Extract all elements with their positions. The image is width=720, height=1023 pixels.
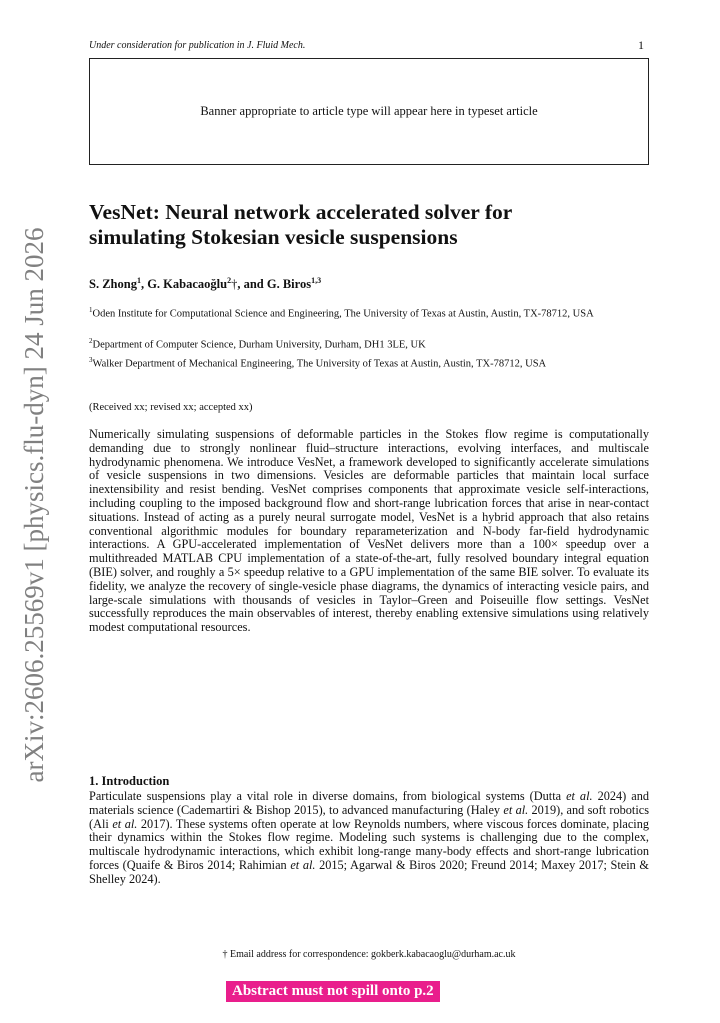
correspondence-mark: † [231,277,238,292]
received-dates: (Received xx; revised xx; accepted xx) [89,402,253,413]
author-name: and G. Biros [243,277,312,292]
page-number: 1 [638,38,644,52]
intro-text: 2015; Agarwal & Biros 2020; Freund 2014; Maxey 2017; Stein & Shelley 2024). [89,857,649,886]
author-name: G. Kabacaoğlu [147,277,228,292]
affiliation-sup: 3 [89,356,93,364]
title-line-1: VesNet: Neural network accelerated solver for [89,200,513,224]
affiliation-text: Walker Department of Mechanical Engineering, The University of Texas at Austin, Austin, TX-78712, USA [92,358,547,370]
correspondence-footnote: † Email address for correspondence: gokberk.kabacaoglu@durham.ac.uk [222,949,516,960]
introduction-paragraph [89,790,649,887]
affiliation [89,354,649,371]
journal-header: Under consideration for publication in J. Fluid Mech. [89,40,306,51]
banner-text: Banner appropriate to article type will appear here in typeset article [200,104,538,118]
author-sup: 1 [136,276,141,285]
author-list: S. Zhong$^1$, G. Kabacaoğlu$^2$†, and G. Biros$^{1,3}$ [89,276,322,292]
title-line-2: simulating Stokesian vesicle suspensions [89,225,458,249]
intro-etal: et al. [566,789,593,803]
intro-etal: et al. [290,857,316,872]
affiliation [89,304,649,321]
author-name: S. Zhong [89,277,137,292]
affiliation-sup: 1 [89,306,93,314]
section-heading: 1. Introduction [89,774,170,788]
abstract: Numerically simulating suspensions of deformable particles in the Stokes flow regime is computationally demanding due to strongly nonlinear fluid–structure interactions, evolving interfaces, and multiscale hydrodynamic phenomena. We introduce VesNet, a framework developed to significantly accelerate simulations of vesicle suspensions in two dimensions. Vesicles are deformable particles that maintain local surface inextensibility and resist bending. VesNet comprises components that approximate vesicle self-interactions, including coupling to the imposed background flow and short-range lubrication forces that arise in near-contact situations. Instead of acting as a purely neural surrogate model, VesNet is a hybrid approach that also retains conventional algorithmic modules for boundary reparameterization and N-body far-field hydrodynamic interactions. A GPU-accelerated implementation of VesNet delivers more than a 100× speedup over a multithreaded MATLAB CPU implementation of a state-of-the-art, fully resolved boundary integral equation (BIE) solver, and roughly a 5× speedup relative to a GPU implementation of the same BIE solver. To evaluate its fidelity, we analyze the recovery of single-vesicle phase diagrams, the dynamics of interacting vesicle pairs, and large-scale simulations with thousands of vesicles in Taylor–Green and Poiseuille flow settings. VesNet successfully reproduces the main observables of interest, thereby enabling extensive simulations using relatively modest computational resources. [89,427,649,635]
paper-title [89,200,649,250]
affiliation-text: Oden Institute for Computational Science and Engineering, The University of Texas at Austin, Austin, TX-78712, USA [92,308,594,320]
arxiv-identifier: arXiv:2606.25569v1 [physics.flu-dyn] 24 Jun 2026 [19,227,49,783]
affiliation-text: Department of Computer Science, Durham University, Durham, DH1 3LE, UK [92,339,426,351]
intro-etal: et al. [503,802,529,817]
affiliation-sup: 2 [89,337,93,345]
intro-text: 2017). These systems often operate at low Reynolds numbers, where viscous forces dominate, placing their dynamics within the Stokes flow regime. Modeling such systems is challenging due to the complex, multiscale hydrodynamic interactions, which exhibit long-range many-body effects and short-range lubrication forces (Quaife & Biros 2014; Rahimian [89,816,649,872]
author-sup: 2 [227,276,232,285]
article-banner [89,58,649,165]
intro-text: 2024) and materials science (Cademartiri & Bishop 2015), to advanced manufacturing (Haley [89,789,650,817]
author-sup: 1,3 [311,276,322,285]
intro-text: Particulate suspensions play a vital role in diverse domains, from biological systems (Dutta [89,789,567,803]
intro-etal: et al. [112,816,138,831]
affiliation [89,335,649,352]
intro-text: 2019), and soft robotics (Ali [89,802,649,831]
overflow-warning-badge: Abstract must not spill onto p.2 [226,981,440,1002]
